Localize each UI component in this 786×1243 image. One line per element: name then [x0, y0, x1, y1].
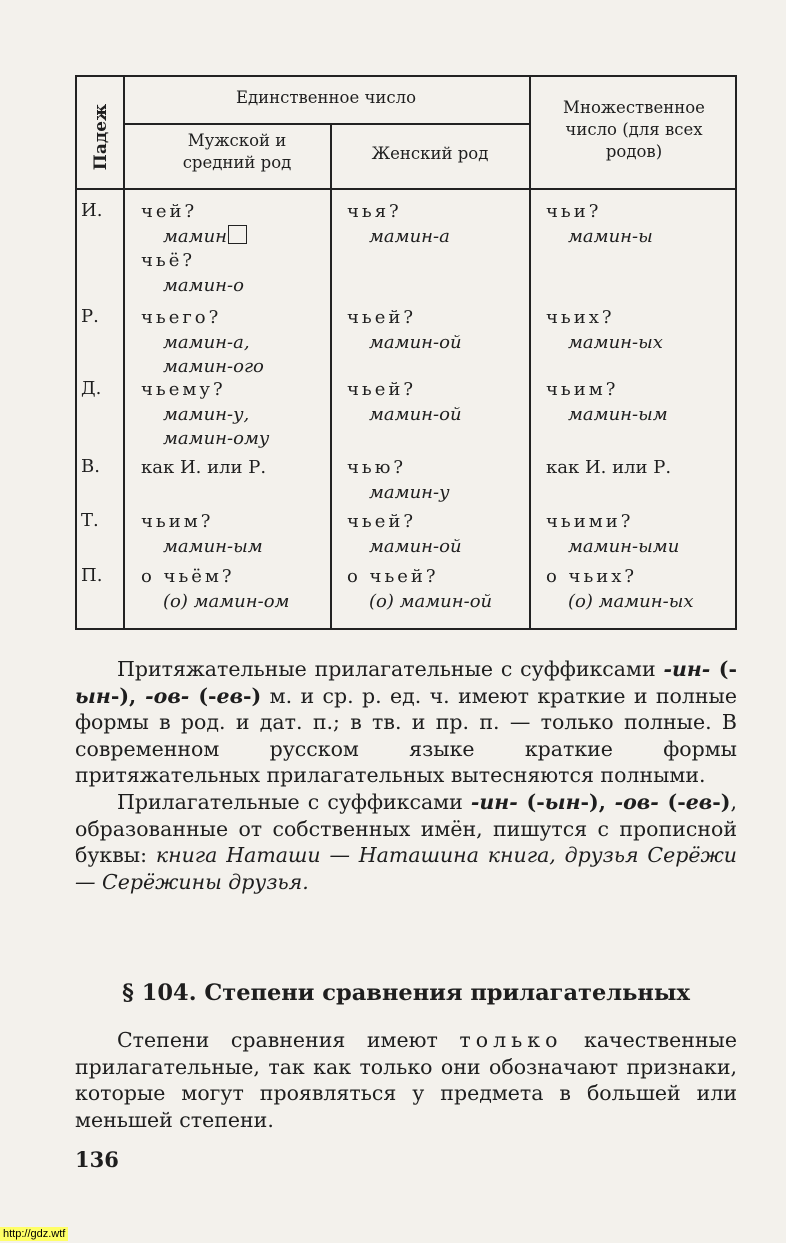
case-label: Т.: [81, 510, 99, 531]
cell-text: чей?: [141, 201, 198, 222]
question-word: [141, 565, 289, 590]
adjective-form: [546, 535, 679, 560]
cell-text: чьего?: [141, 307, 222, 328]
paragraph: [75, 656, 737, 789]
adjective-form: [546, 225, 653, 250]
cell-text: (о) мамин-ом: [163, 590, 290, 612]
adjective-form: [141, 535, 263, 560]
adjective-form: [347, 225, 450, 250]
header-singular: Единственное число: [235, 88, 417, 107]
adjective-form: [347, 481, 450, 506]
header-case: Падеж: [91, 103, 112, 171]
question-word: [141, 200, 247, 225]
cell-text: чьей?: [347, 379, 416, 400]
question-word: [141, 306, 264, 331]
adjective-form: [141, 427, 269, 452]
cell-text: мамин-ы: [568, 225, 653, 247]
cell-text: чьё?: [141, 250, 196, 272]
text-run: (-: [718, 657, 737, 681]
text-run: книга Наташи — Наташина книга, друзья Серёжи — Серёжины друзья.: [75, 843, 738, 894]
question-word: [546, 200, 653, 225]
text-run: -),: [580, 789, 615, 814]
table-cell: [347, 378, 462, 427]
cell-text: чьих?: [546, 307, 615, 328]
question-word: [546, 378, 668, 403]
cell-text: чьей?: [347, 307, 416, 328]
text-run: ев: [216, 683, 244, 708]
page-number: 136: [75, 1147, 119, 1172]
table-cell: [141, 200, 247, 298]
table-cell: [546, 510, 679, 559]
cell-text: чьей?: [347, 511, 416, 532]
cell-note: [546, 456, 671, 481]
adjective-form: [141, 590, 289, 615]
text-run: ын: [544, 789, 581, 814]
cell-text: (о) мамин-ых: [568, 590, 694, 612]
case-label: Р.: [81, 306, 99, 327]
table-cell: [141, 565, 289, 614]
table-cell: [347, 306, 462, 355]
table-cell: [141, 306, 264, 380]
question-word: [347, 306, 462, 331]
text-run: Прилагательные с суффиксами: [117, 789, 471, 814]
cell-text: мамин-у,: [163, 403, 250, 425]
table-cell: [141, 378, 269, 452]
question-word: [141, 510, 263, 535]
cell-text: о чьих?: [546, 566, 638, 587]
question-word: [141, 249, 247, 274]
text-run: -ов-: [614, 789, 668, 814]
adjective-form: [141, 355, 264, 380]
cell-text: мамин-ым: [568, 403, 668, 425]
text-run: (-: [198, 683, 217, 708]
cell-text: как И. или Р.: [546, 457, 672, 478]
adjective-form: [546, 403, 668, 428]
adjective-form: [347, 331, 462, 356]
text-run: Степени сравнения имеют: [117, 1028, 460, 1052]
question-word: [347, 456, 450, 481]
table-cell: [347, 200, 450, 249]
paragraph: [75, 1027, 737, 1133]
adjective-form: [141, 403, 269, 428]
cell-text: мамин-ой: [369, 403, 462, 425]
question-word: [141, 378, 269, 403]
header-fem: Женский род: [371, 144, 489, 163]
question-word: [546, 565, 694, 590]
text-run: (-: [526, 789, 545, 814]
cell-text: мамин-а: [369, 225, 450, 247]
cell-text: чьими?: [546, 511, 634, 532]
table-cell: [546, 200, 653, 249]
adjective-form: [141, 274, 247, 299]
case-label: И.: [81, 200, 103, 221]
question-word: [347, 200, 450, 225]
table-cell: [347, 456, 450, 505]
cell-text: о чьей?: [347, 566, 439, 587]
case-label: П.: [81, 565, 103, 586]
cell-text: мамин-ому: [163, 428, 270, 450]
header-masc: Мужской и средний род: [182, 131, 292, 172]
text-run: -ин-: [470, 789, 527, 814]
table-cell: [141, 510, 263, 559]
text-run: м. и ср. р. ед. ч. имеют краткие и полные формы в род. и дат. п.; в тв. и пр. п. — только полные. В современном русском языке краткие формы притяжательных прилагательных вытесняются полными.: [75, 683, 738, 788]
table-cell: [546, 378, 668, 427]
table-cell: [347, 565, 492, 614]
cell-text: мамин-ого: [163, 356, 264, 378]
cell-text: чьим?: [546, 379, 619, 400]
cell-text: как И. или Р.: [141, 457, 267, 478]
table-cell: [546, 306, 663, 355]
cell-text: мамин-ым: [163, 535, 263, 557]
paragraph: [75, 789, 737, 895]
section-text: [75, 1027, 737, 1133]
adjective-form: [347, 403, 462, 428]
watermark-link[interactable]: http://gdz.wtf: [0, 1227, 68, 1241]
cell-text: чья?: [347, 201, 402, 222]
cell-text: мамин-у: [369, 481, 450, 503]
cell-text: мамин-ой: [369, 535, 462, 557]
question-word: [546, 510, 679, 535]
section-heading: § 104. Степени сравнения прилагательных: [122, 980, 690, 1006]
body-text: [75, 656, 737, 895]
cell-text: мамин-ой: [369, 331, 462, 353]
text-run: (-: [667, 789, 686, 814]
question-word: [347, 565, 492, 590]
cell-text: мамин-а,: [163, 331, 250, 353]
text-run: только: [459, 1028, 563, 1052]
case-label: В.: [81, 456, 100, 477]
cell-text: мамин-ыми: [568, 535, 680, 557]
question-word: [347, 378, 462, 403]
cell-text: о чьём?: [141, 566, 235, 587]
adjective-form: [347, 535, 462, 560]
table-cell: [347, 510, 462, 559]
cell-note: [141, 456, 266, 481]
cell-text: (о) мамин-ой: [369, 590, 493, 612]
text-run: -): [243, 683, 262, 708]
text-run: , образованные от собственных имён, пишутся с прописной буквы:: [75, 789, 737, 868]
adjective-form: [141, 225, 247, 250]
text-run: качественные прилагательные, так как только они обозначают признаки, которые могут проявляться у предмета в большей или меньшей степени.: [75, 1028, 737, 1132]
adjective-form: [546, 331, 663, 356]
text-run: ев: [685, 789, 713, 814]
question-word: [546, 306, 663, 331]
case-label: Д.: [81, 378, 102, 399]
text-run: ын: [75, 683, 111, 708]
cell-text: чьему?: [141, 379, 226, 400]
text-run: -),: [110, 683, 146, 708]
header-plural: Множественное число (для всех родов): [563, 98, 705, 161]
cell-text: мамин-о: [163, 274, 244, 296]
cell-text: чьи?: [546, 201, 602, 222]
text-run: -ин-: [663, 657, 719, 681]
ending-box-icon: [228, 225, 247, 244]
adjective-form: [347, 590, 492, 615]
table-cell: [546, 456, 671, 481]
cell-text: чью?: [347, 457, 407, 478]
text-run: Притяжательные прилагательные с суффиксами: [117, 657, 664, 681]
text-run: -ов-: [145, 683, 199, 708]
table-cell: [141, 456, 266, 481]
cell-text: мамин: [163, 225, 228, 247]
declension-table: [75, 75, 737, 630]
question-word: [347, 510, 462, 535]
text-run: -): [712, 789, 731, 814]
cell-text: мамин-ых: [568, 331, 663, 353]
adjective-form: [141, 331, 264, 356]
table-cell: [546, 565, 694, 614]
adjective-form: [546, 590, 694, 615]
cell-text: чьим?: [141, 511, 214, 532]
